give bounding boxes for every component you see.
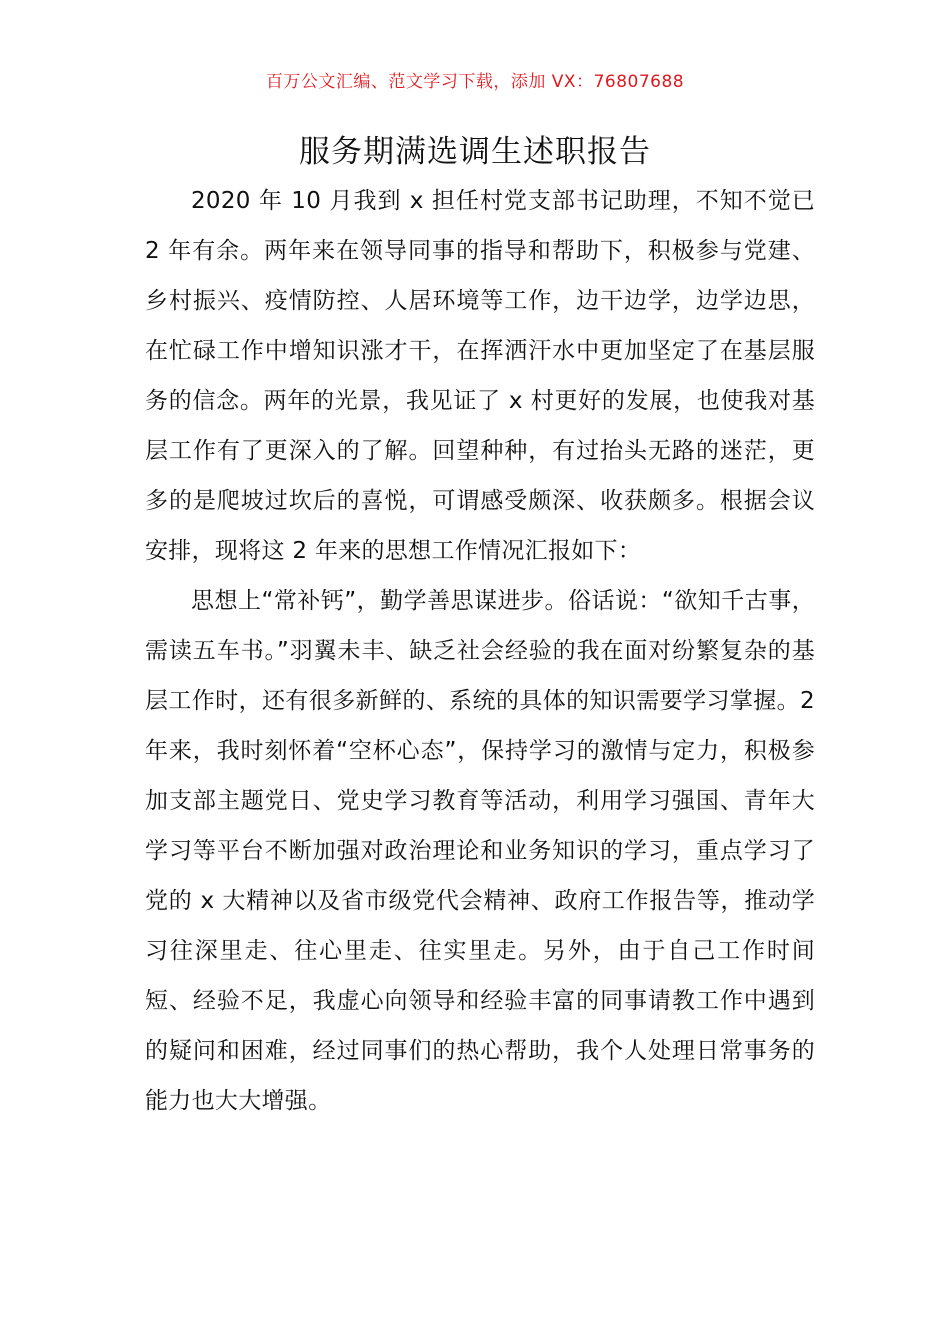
watermark-header: 百万公文汇编、范文学习下载，添加 VX：76807688	[265, 72, 685, 92]
document-title: 服务期满选调生述职报告	[299, 134, 651, 170]
paragraph-intro: 2020 年 10 月我到 x 担任村党支部书记助理，不知不觉已 2 年有余。两年来在领导同事的指导和帮助下，积极参与党建、乡村振兴、疫情防控、人居环境等工作，边干边学，边学边思，在忙碌工作中增知识涨才干，在挥洒汗水中更加坚定了在基层服务的信念。两年的光景，我见证了 x 村更好的发展，也使我对基层工作有了更深入的了解。回望种种，有过抬头无路的迷茫，更多的是爬坡过坎后的喜悦，可谓感受颇深、收获颇多。根据会议安排，现将这 2 年来的思想工作情况汇报如下：	[145, 188, 815, 564]
paragraph-thought: 思想上“常补钙”，勤学善思谋进步。俗话说：“欲知千古事，需读五车书。”羽翼未丰、缺乏社会经验的我在面对纷繁复杂的基层工作时，还有很多新鲜的、系统的具体的知识需要学习掌握。2 年来，我时刻怀着“空杯心态”，保持学习的激情与定力，积极参加支部主题党日、党史学习教育等活动，利用学习强国、青年大学习等平台不断加强对政治理论和业务知识的学习，重点学习了党的 x 大精神以及省市级党代会精神、政府工作报告等，推动学习往深里走、往心里走、往实里走。另外，由于自己工作时间短、经验不足，我虚心向领导和经验丰富的同事请教工作中遇到的疑问和困难，经过同事们的热心帮助，我个人处理日常事务的能力也大大增强。	[145, 588, 815, 1114]
document-body	[145, 176, 815, 1126]
